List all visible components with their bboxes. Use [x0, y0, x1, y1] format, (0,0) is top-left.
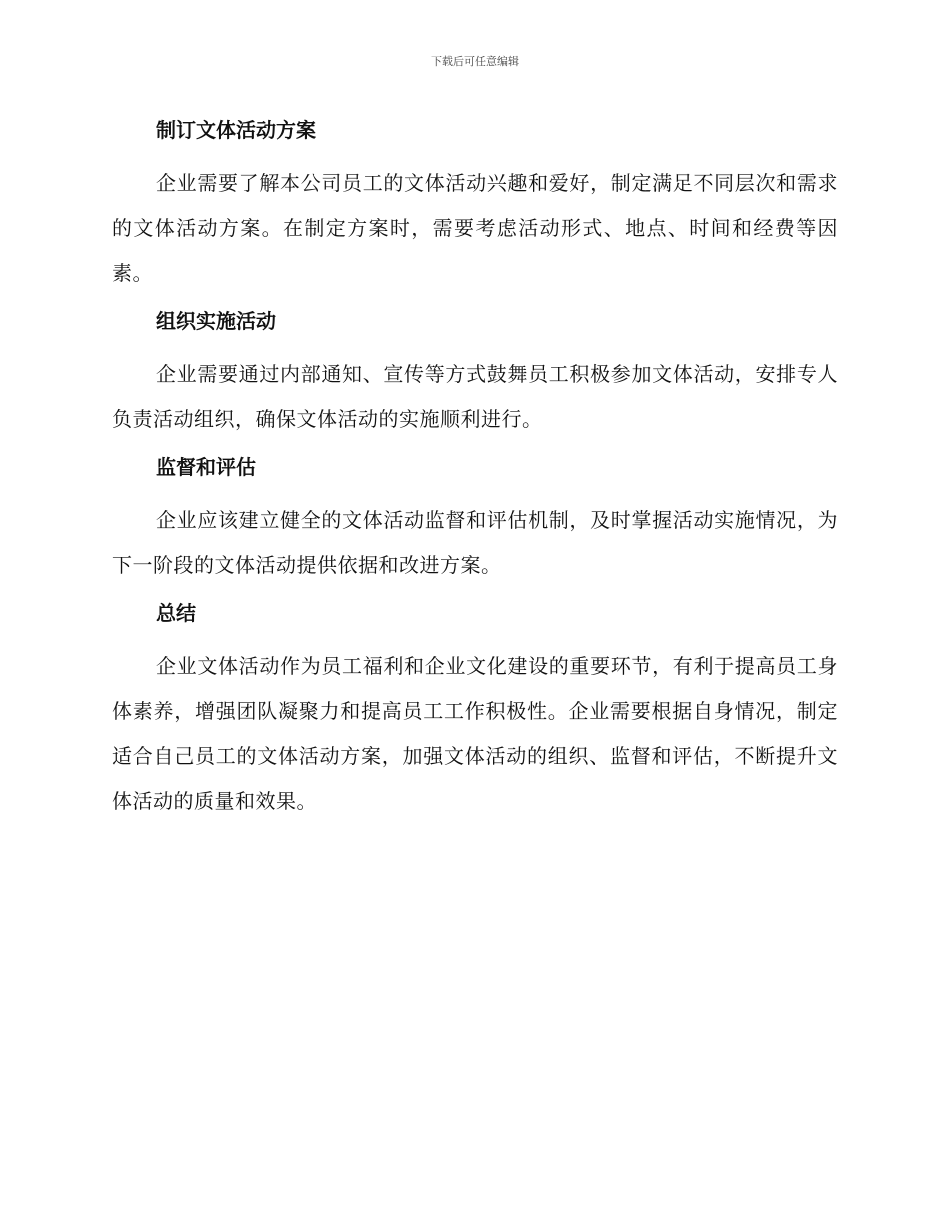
section-paragraph: 企业文体活动作为员工福利和企业文化建设的重要环节，有利于提高员工身体素养，增强团队凝聚力和提高员工工作积极性。企业需要根据自身情况，制定适合自己员工的文体活动方案，加强文体活动的组织、监督和评估，不断提升文体活动的质量和效果。 [112, 654, 838, 813]
section-heading: 制订文体活动方案 [156, 118, 316, 142]
section-heading: 监督和评估 [156, 455, 256, 479]
section-paragraph: 企业需要了解本公司员工的文体活动兴趣和爱好，制定满足不同层次和需求的文体活动方案。在制定方案时，需要考虑活动形式、地点、时间和经费等因素。 [112, 171, 838, 285]
section-heading: 总结 [156, 601, 196, 625]
section-heading: 组织实施活动 [156, 309, 276, 333]
section-paragraph: 企业应该建立健全的文体活动监督和评估机制，及时掌握活动实施情况，为下一阶段的文体活动提供依据和改进方案。 [112, 508, 838, 577]
section-paragraph: 企业需要通过内部通知、宣传等方式鼓舞员工积极参加文体活动，安排专人负责活动组织，确保文体活动的实施顺利进行。 [112, 362, 838, 431]
page-header: 下载后可任意编辑 [431, 55, 519, 68]
document-body [112, 110, 838, 824]
